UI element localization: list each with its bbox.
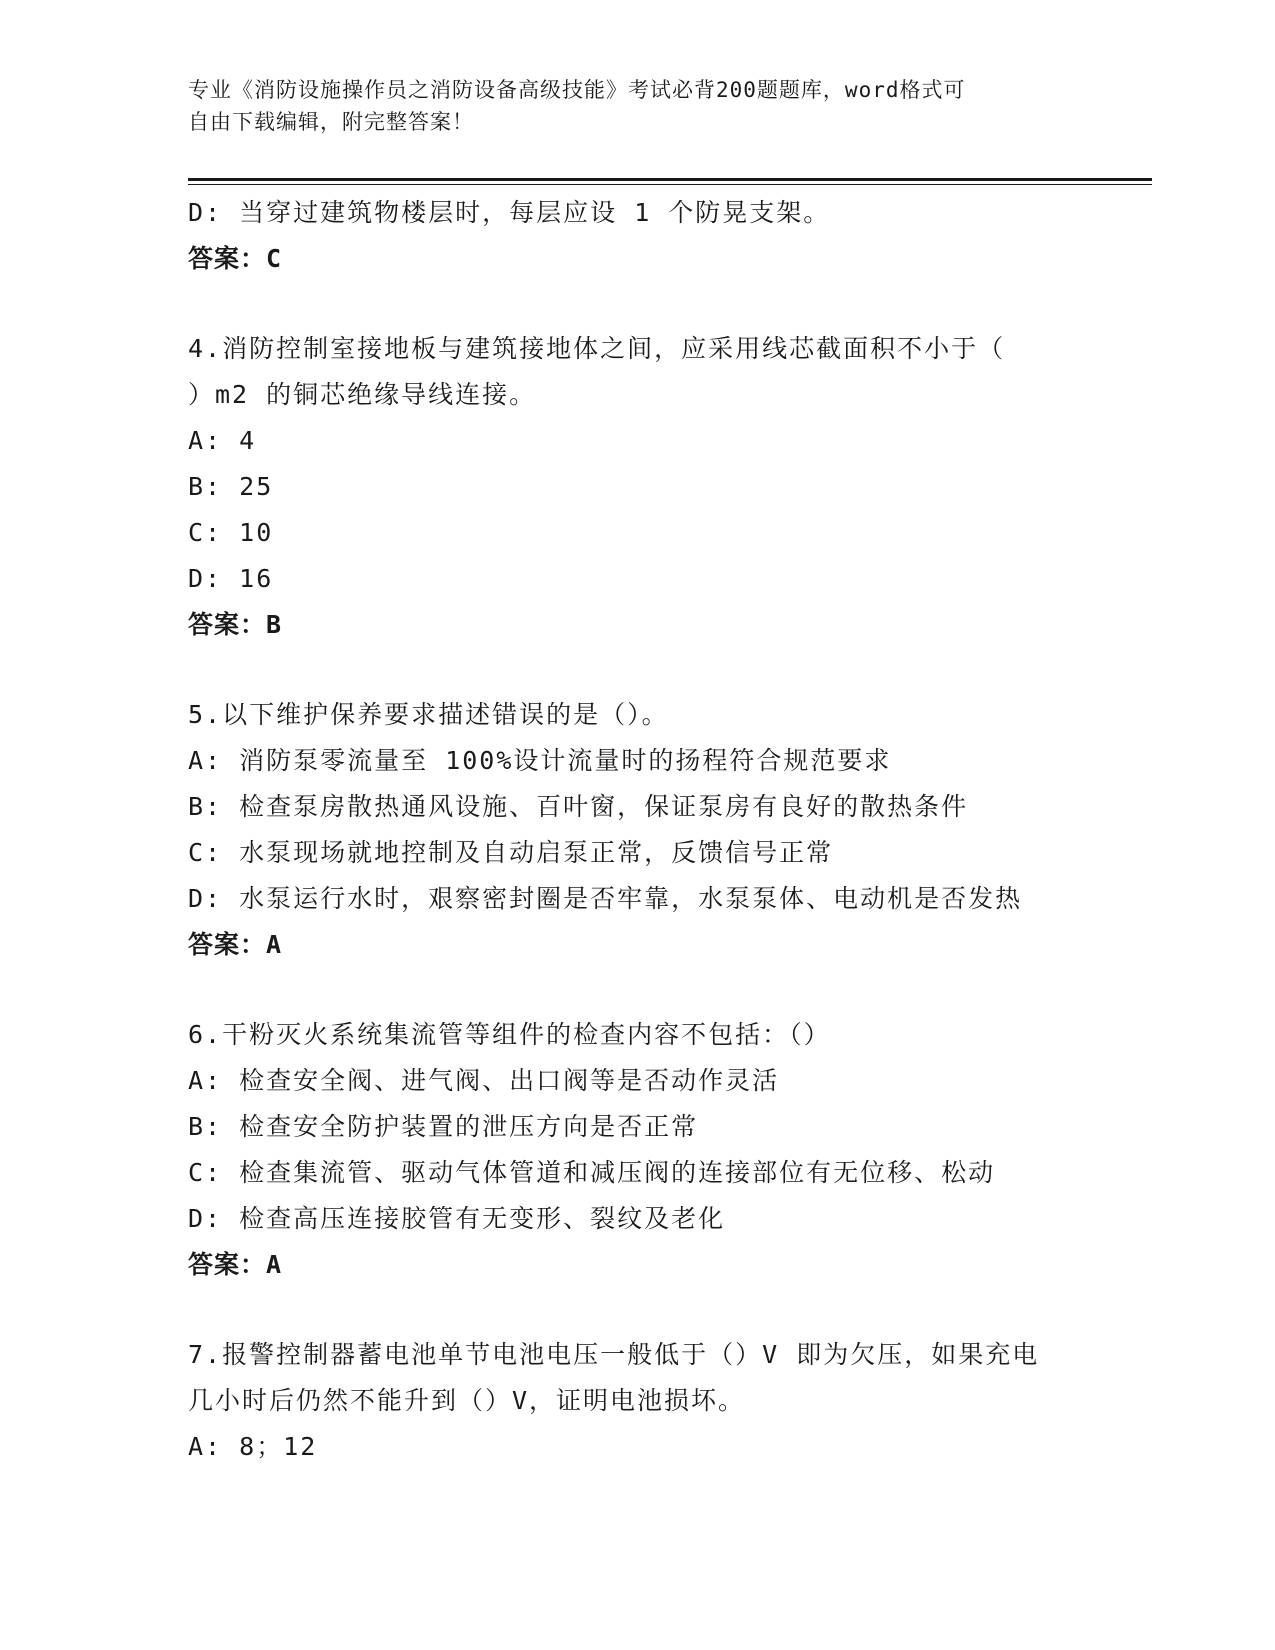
option-d: D: 16 [188, 564, 274, 593]
document-body [188, 190, 1088, 1470]
answer-label: 答案：C [188, 244, 283, 273]
question-block-7 [188, 1332, 1088, 1470]
question-stem: 7.报警控制器蓄电池单节电池电压一般低于（）V 即为欠压，如果充电 [188, 1340, 1040, 1369]
header-line-2: 自由下载编辑，附完整答案！ [188, 110, 474, 134]
question-block-4 [188, 326, 1088, 648]
option-a: A: 4 [188, 426, 257, 455]
question-stem-continued: ）m2 的铜芯绝缘导线连接。 [188, 380, 537, 409]
option-d: D: 检查高压连接胶管有无变形、裂纹及老化 [188, 1204, 726, 1233]
question-stem: 5.以下维护保养要求描述错误的是（）。 [188, 700, 669, 729]
header-rule-thick [188, 178, 1152, 181]
question-block-prev [188, 190, 1088, 282]
document-header [188, 74, 1068, 138]
option-b: B: 25 [188, 472, 274, 501]
question-block-5 [188, 692, 1088, 968]
answer-label: 答案：B [188, 610, 283, 639]
option-a: A: 检查安全阀、进气阀、出口阀等是否动作灵活 [188, 1066, 780, 1095]
option-d: D: 水泵运行水时，艰察密封圈是否牢靠，水泵泵体、电动机是否发热 [188, 884, 1023, 913]
header-rule-thin [188, 184, 1152, 185]
question-stem-continued: 几小时后仍然不能升到（）V，证明电池损坏。 [188, 1386, 746, 1415]
option-a: A: 8；12 [188, 1432, 318, 1461]
question-block-6 [188, 1012, 1088, 1288]
option-b: B: 检查安全防护装置的泄压方向是否正常 [188, 1112, 699, 1141]
header-line-1: 专业《消防设施操作员之消防设备高级技能》考试必背200题题库，word格式可 [188, 78, 966, 102]
option-c: C: 水泵现场就地控制及自动启泵正常，反馈信号正常 [188, 838, 834, 867]
answer-label: 答案：A [188, 1250, 283, 1279]
question-stem: 6.干粉灭火系统集流管等组件的检查内容不包括：（） [188, 1020, 831, 1049]
option-a: A: 消防泵零流量至 100%设计流量时的扬程符合规范要求 [188, 746, 892, 775]
question-stem: 4.消防控制室接地板与建筑接地体之间，应采用线芯截面积不小于（ [188, 334, 1006, 363]
option-c: C: 10 [188, 518, 274, 547]
option-c: C: 检查集流管、驱动气体管道和减压阀的连接部位有无位移、松动 [188, 1158, 996, 1187]
option-d: D: 当穿过建筑物楼层时，每层应设 1 个防晃支架。 [188, 198, 831, 227]
answer-label: 答案：A [188, 930, 283, 959]
option-b: B: 检查泵房散热通风设施、百叶窗，保证泵房有良好的散热条件 [188, 792, 969, 821]
